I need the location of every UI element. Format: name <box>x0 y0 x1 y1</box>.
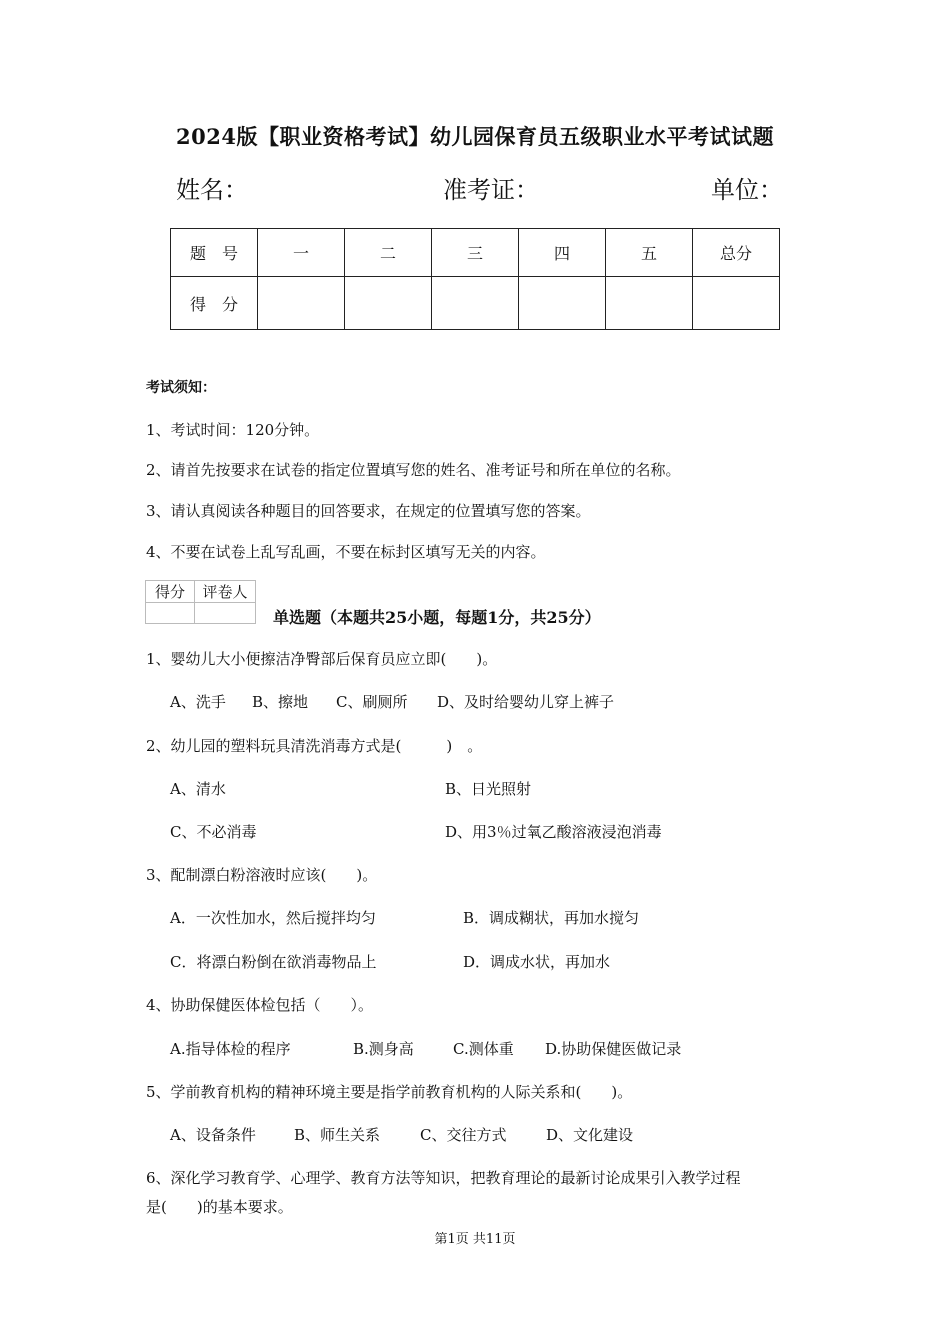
document-title: 2024版【职业资格考试】幼儿园保育员五级职业水平考试试题 <box>176 124 774 149</box>
answer-option[interactable]: C.测体重 <box>453 1040 514 1058</box>
score-table-cell: 三 <box>432 229 519 277</box>
question-text: 6、深化学习教育学、心理学、教育方法等知识，把教育理论的最新讨论成果引入教学过程 <box>146 1169 741 1187</box>
score-table-cell: 一 <box>258 229 345 277</box>
section-title: 单选题（本题共25小题，每题1分，共25分） <box>273 608 601 627</box>
name-field-label: 姓名： <box>176 176 248 204</box>
notice-item: 4、不要在试卷上乱写乱画，不要在标封区填写无关的内容。 <box>146 543 546 561</box>
grader-box-grader-label: 评卷人 <box>195 581 256 603</box>
question-text: 2、幼儿园的塑料玩具清洗消毒方式是( ) 。 <box>146 737 483 755</box>
score-table-score-row <box>171 277 780 330</box>
question-text: 3、配制漂白粉溶液时应该( )。 <box>146 866 378 884</box>
question-text: 5、学前教育机构的精神环境主要是指学前教育机构的人际关系和( )。 <box>146 1083 633 1101</box>
answer-option[interactable]: C、不必消毒 <box>170 823 257 841</box>
score-table-cell: 题 号 <box>171 229 258 277</box>
answer-option[interactable]: B.测身高 <box>353 1040 414 1058</box>
score-table-cell: 二 <box>345 229 432 277</box>
score-entry-cell[interactable] <box>258 277 345 330</box>
unit-field-label: 单位： <box>711 176 783 204</box>
answer-option[interactable]: B、师生关系 <box>294 1126 381 1144</box>
page-footer: 第1页 共11页 <box>434 1232 516 1247</box>
grader-box <box>145 580 256 624</box>
question-text-continued: 是( )的基本要求。 <box>146 1198 293 1216</box>
answer-option[interactable]: A、设备条件 <box>170 1126 256 1144</box>
answer-option[interactable]: C、刷厕所 <box>336 693 408 711</box>
answer-option[interactable]: C、交往方式 <box>420 1126 507 1144</box>
grader-box-grader-cell[interactable] <box>195 603 256 624</box>
answer-option[interactable]: A.指导体检的程序 <box>170 1040 291 1058</box>
exam-id-field-label: 准考证： <box>443 176 539 204</box>
answer-option[interactable]: B．调成糊状，再加水搅匀 <box>463 909 640 927</box>
answer-option[interactable]: C．将漂白粉倒在欲消毒物品上 <box>170 953 377 971</box>
grader-box-score-cell[interactable] <box>146 603 195 624</box>
score-entry-cell[interactable] <box>606 277 693 330</box>
answer-option[interactable]: D．调成水状，再加水 <box>463 953 611 971</box>
answer-option[interactable]: B、日光照射 <box>445 780 532 798</box>
score-table-cell: 四 <box>519 229 606 277</box>
answer-option[interactable]: D、文化建设 <box>546 1126 634 1144</box>
answer-option[interactable]: B、擦地 <box>252 693 309 711</box>
score-entry-cell[interactable] <box>345 277 432 330</box>
score-entry-cell[interactable] <box>519 277 606 330</box>
notice-item: 3、请认真阅读各种题目的回答要求，在规定的位置填写您的答案。 <box>146 502 591 520</box>
answer-option[interactable]: D.协助保健医做记录 <box>545 1040 682 1058</box>
answer-option[interactable]: A、清水 <box>170 780 226 798</box>
question-text: 4、协助保健医体检包括（ ）。 <box>146 996 374 1014</box>
answer-option[interactable]: D、用3％过氧乙酸溶液浸泡消毒 <box>445 823 662 841</box>
answer-option[interactable]: A．一次性加水，然后搅拌均匀 <box>170 909 376 927</box>
score-entry-cell[interactable] <box>432 277 519 330</box>
notice-heading: 考试须知： <box>146 380 216 396</box>
score-entry-cell[interactable] <box>693 277 780 330</box>
score-table-header-row <box>171 229 780 277</box>
notice-item: 1、考试时间：120分钟。 <box>146 421 320 439</box>
notice-item: 2、请首先按要求在试卷的指定位置填写您的姓名、准考证号和所在单位的名称。 <box>146 461 681 479</box>
answer-option[interactable]: A、洗手 <box>170 693 226 711</box>
grader-box-score-label: 得分 <box>146 581 195 603</box>
score-table-cell: 总分 <box>693 229 780 277</box>
answer-option[interactable]: D、及时给婴幼儿穿上裤子 <box>437 693 615 711</box>
score-table-cell: 得 分 <box>171 277 258 330</box>
score-table <box>170 228 780 330</box>
question-text: 1、婴幼儿大小便擦洁净臀部后保育员应立即( )。 <box>146 650 498 668</box>
score-table-cell: 五 <box>606 229 693 277</box>
